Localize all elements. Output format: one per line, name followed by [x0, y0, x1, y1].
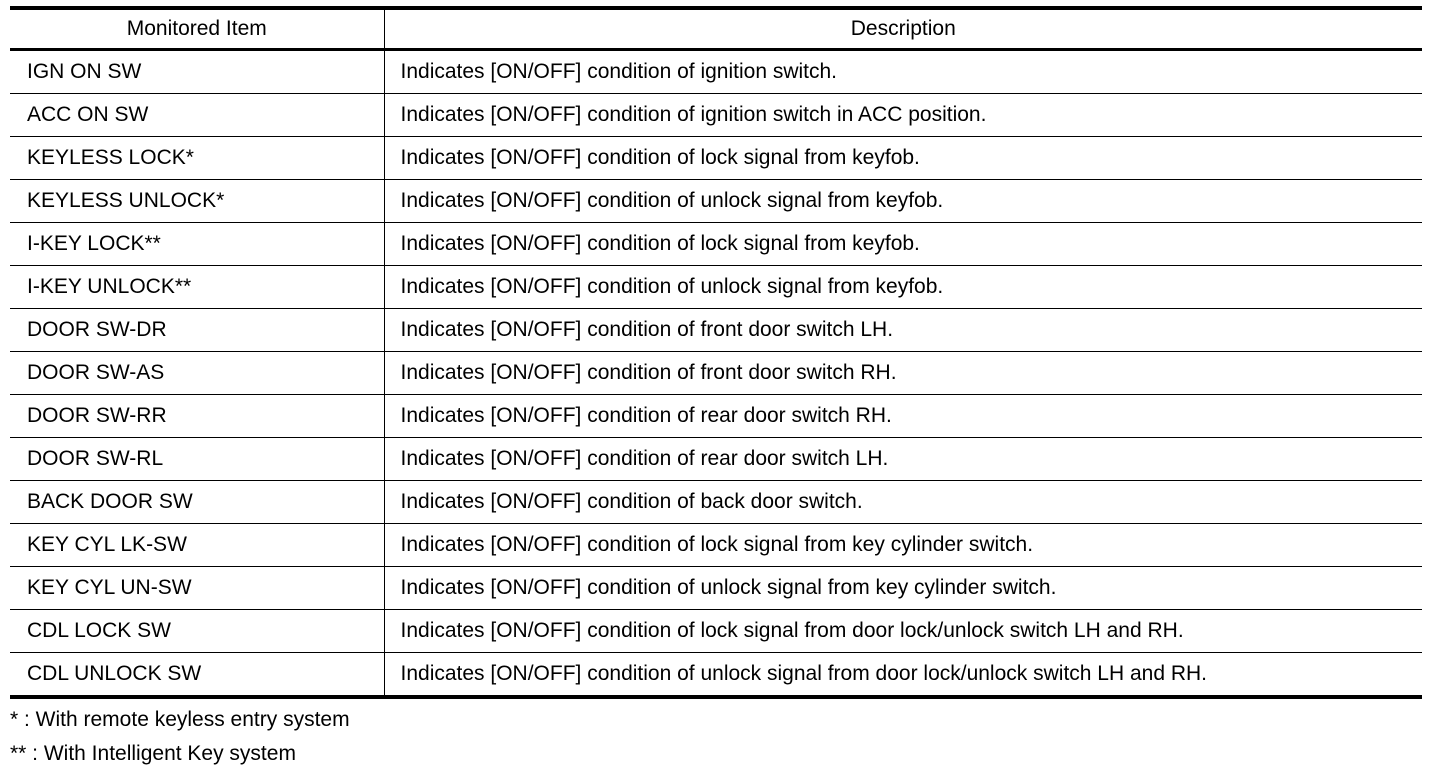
description-cell: Indicates [ON/OFF] condition of lock signal from keyfob.	[384, 137, 1422, 180]
monitored-item-cell: CDL UNLOCK SW	[10, 653, 384, 698]
monitored-item-cell: CDL LOCK SW	[10, 610, 384, 653]
monitored-item-cell: IGN ON SW	[10, 50, 384, 94]
description-cell: Indicates [ON/OFF] condition of lock signal from door lock/unlock switch LH and RH.	[384, 610, 1422, 653]
table-header	[10, 8, 1422, 50]
description-cell: Indicates [ON/OFF] condition of unlock signal from key cylinder switch.	[384, 567, 1422, 610]
footnote-intelligent-key: ** : With Intelligent Key system	[10, 742, 296, 765]
table-row	[10, 309, 1422, 352]
monitored-item-cell: ACC ON SW	[10, 94, 384, 137]
description-cell: Indicates [ON/OFF] condition of lock signal from keyfob.	[384, 223, 1422, 266]
table-row	[10, 266, 1422, 309]
table-row	[10, 94, 1422, 137]
table-row	[10, 223, 1422, 266]
table-row	[10, 352, 1422, 395]
table-row	[10, 137, 1422, 180]
monitored-item-cell: DOOR SW-RR	[10, 395, 384, 438]
description-cell: Indicates [ON/OFF] condition of unlock signal from keyfob.	[384, 266, 1422, 309]
description-cell: Indicates [ON/OFF] condition of back door switch.	[384, 481, 1422, 524]
table-row	[10, 524, 1422, 567]
footnotes	[10, 703, 350, 771]
description-cell: Indicates [ON/OFF] condition of unlock signal from keyfob.	[384, 180, 1422, 223]
table-row	[10, 653, 1422, 698]
header-monitored-item: Monitored Item	[10, 8, 384, 50]
table-row	[10, 395, 1422, 438]
monitored-item-cell: I-KEY LOCK**	[10, 223, 384, 266]
description-cell: Indicates [ON/OFF] condition of front door switch LH.	[384, 309, 1422, 352]
description-cell: Indicates [ON/OFF] condition of ignition switch in ACC position.	[384, 94, 1422, 137]
monitored-item-cell: KEY CYL LK-SW	[10, 524, 384, 567]
table-body	[10, 50, 1422, 698]
description-cell: Indicates [ON/OFF] condition of unlock signal from door lock/unlock switch LH and RH.	[400, 662, 1208, 685]
description-cell: Indicates [ON/OFF] condition of rear door switch LH.	[384, 438, 1422, 481]
table-row	[10, 481, 1422, 524]
table-row	[10, 180, 1422, 223]
monitored-item-cell: KEYLESS LOCK*	[10, 137, 384, 180]
monitored-item-cell: KEYLESS UNLOCK*	[10, 180, 384, 223]
table-row	[10, 438, 1422, 481]
description-cell: Indicates [ON/OFF] condition of lock signal from key cylinder switch.	[384, 524, 1422, 567]
table-row	[10, 567, 1422, 610]
monitored-item-cell: BACK DOOR SW	[10, 481, 384, 524]
monitored-item-cell: KEY CYL UN-SW	[10, 567, 384, 610]
monitored-item-cell: DOOR SW-RL	[10, 438, 384, 481]
header-description: Description	[384, 8, 1422, 50]
monitored-items-table	[10, 6, 1422, 699]
monitored-item-cell: DOOR SW-DR	[10, 309, 384, 352]
description-cell: Indicates [ON/OFF] condition of ignition switch.	[384, 50, 1422, 94]
monitored-item-cell: DOOR SW-AS	[10, 352, 384, 395]
description-cell: Indicates [ON/OFF] condition of rear door switch RH.	[384, 395, 1422, 438]
description-cell: Indicates [ON/OFF] condition of front door switch RH.	[384, 352, 1422, 395]
monitored-item-cell: I-KEY UNLOCK**	[10, 266, 384, 309]
table-row	[10, 50, 1422, 94]
table-row	[10, 610, 1422, 653]
footnote-remote-keyless: * : With remote keyless entry system	[10, 708, 350, 731]
header-row	[10, 8, 1422, 50]
